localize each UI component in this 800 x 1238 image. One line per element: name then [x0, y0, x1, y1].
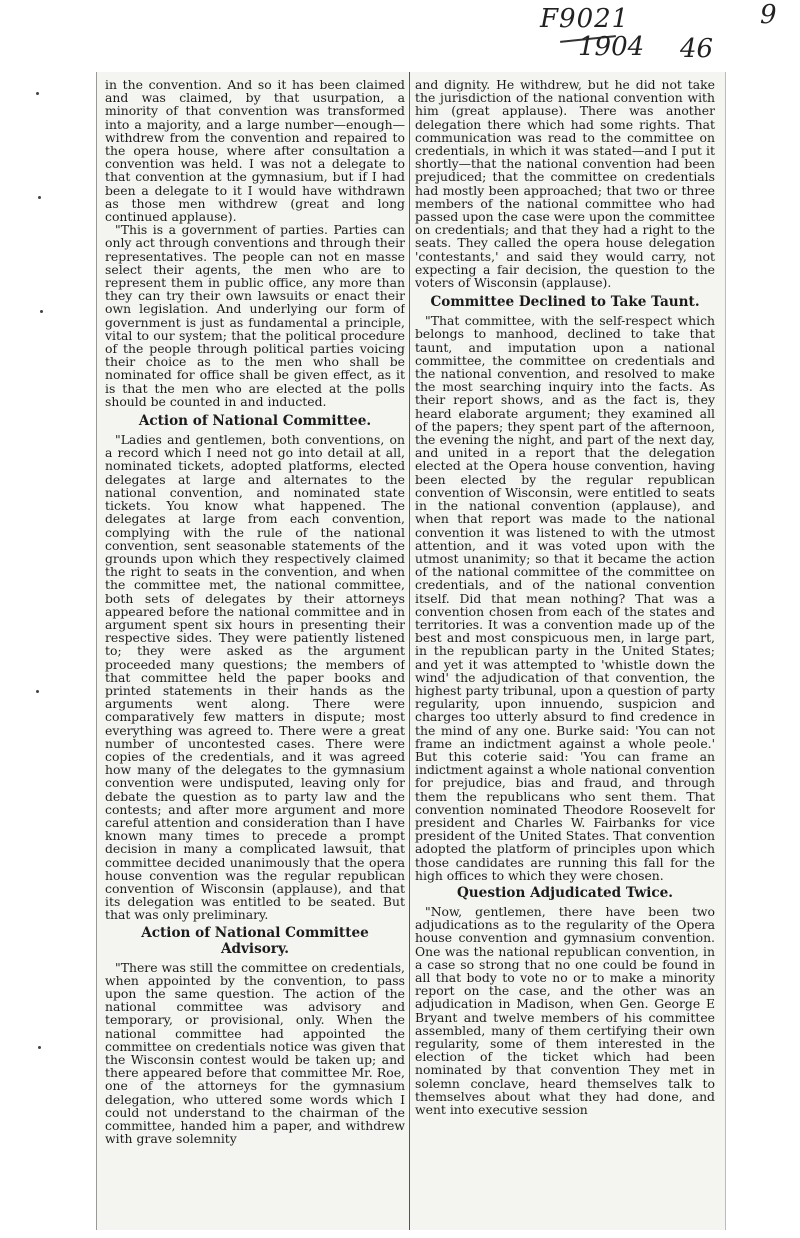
margin-speck [36, 92, 39, 95]
margin-speck [36, 690, 39, 693]
column-divider [409, 72, 410, 1230]
margin-speck [40, 310, 43, 313]
article-paragraph: and dignity. He withdrew, but he did not take the jurisdiction of the national convention with him (great applause). There was another delegation there which had some rights. That communication was read to the committee on credentials, in which it was stated—and I put it shortly—that the national convention had been prejudiced; that the committee on credentials had mostly been approached; that two or three members of the national committee who had passed upon the case were upon the committee on credentials; and that they had a right to the seats. They called the opera house delegation 'contestants,' and said they would carry, not expecting a fair decision, the question to the voters of Wisconsin (applause). [415, 78, 715, 291]
section-heading: Action of National Committee. [138, 413, 372, 430]
margin-speck [38, 196, 41, 199]
article-paragraph: "There was still the committee on credentials, when appointed by the convention, to pass upon the same question. The action of the national committee was advisory and temporary, or provisional, only. When the national committee had appointed the committee on credentials notice was given that the Wisconsin contest would be taken up; and there appeared before that committee Mr. Roe, one of the attorneys for the gymnasium delegation, who uttered some words which I could not understand to the chairman of the committee, handed him a paper, and withdrew with grave solemnity [105, 959, 405, 1147]
page-number-annotation: 9 [760, 0, 777, 30]
catalog-annotation: F9021 [540, 4, 630, 34]
section-heading: Question Adjudicated Twice. [456, 884, 674, 901]
article-paragraph: in the convention. And so it has been claimed and was claimed, by that usurpation, a minority of that convention was transformed into a majority, and a large number—enough—withdrew from the convention and repaired to the opera house, where after consultation a convention was held. I was not a delegate to that convention at the gymnasium, but if I had been a delegate to it I would have withdrawn as those men withdrew (great and long continued applause). [105, 78, 405, 225]
margin-speck [38, 1046, 41, 1049]
article-paragraph: "Now, gentlemen, there have been two adjudications as to the regularity of the Opera house convention and gymnasium convention. One was the national republican convention, in a case so strong that no one could be found in all that body to vote no or to make a minority report on the case, and the other was an adjudication in Madison, when Gen. George E Bryant and twelve members of his committee assembled, many of them certifying their own regularity, some of them interested in the election of the ticket which had been nominated by that convention They met in solemn conclave, heard themselves talk to themselves about what they had done, and went into executive session [415, 903, 715, 1118]
article-paragraph: "That committee, with the self-respect which belongs to manhood, declined to take that taunt, and imputation upon a national committee, the committee on credentials and the national convention, and resolved to make the most searching inquiry into the facts. As their report shows, and as the fact is, they heard elaborate argument; they examined all of the papers; they spent part of the afternoon, the evening the night, and part of the next day, and united in a report that the delegation elected at the Opera house convention, having been elected by the regular republican convention of Wisconsin, were entitled to seats in the national convention (applause), and when that report was made to the national convention it was listened to with the utmost attention, and it was voted upon with the utmost unanimity; so that it became the action of the national committee of the committee on credentials, and of the national convention itself. Did that mean nothing? That was a convention chosen from each of the states and territories. It was a convention made up of the best and most conspicuous men, in large part, in the republican party in the United States; and yet it was attempted to 'whistle down the wind' the adjudication of that convention, the highest party tribunal, upon a question of party regularity, upon innuendo, suspicion and charges too utterly absurd to find credence in the mind of any one. Burke said: 'You can not frame an indictment against a whole peole.' But this coterie said: 'You can frame an indictment against a whole national convention for prejudice, bias and fraud, and through them the republicans who sent them. That convention nominated Theodore Roosevelt for president and Charles W. Fairbanks for vice president of the United States. That convention adopted the platform of principles upon which those candidates are running this fall for the high offices to which they were chosen. [415, 313, 715, 883]
article-paragraph: "Ladies and gentlemen, both conventions, on a record which I need not go into detail at all, nominated tickets, adopted platforms, elected delegates at large and alternates to the national convention, and nominated state tickets. You know what happened. The delegates at large from each convention, complying with the rule of the national convention, sent seasonable statements of the grounds upon which they respectively claimed the right to seats in the convention, and when the committee met, the national committee, both sets of delegates by their attorneys appeared before the national committee and in argument spent six hours in presenting their respective sides. They were patiently listened to; they were asked as the argument proceeded many questions; the members of that committee held the paper books and printed statements in their hands as the arguments went along. There were comparatively few matters in dispute; most everything was agreed to. There were a great number of uncontested cases. There were copies of the credentials, and it was agreed how many of the delegates to the gymnasium convention were undisputed, leaving only for debate the question as to party law and the contests; and after more argument and more careful attention and consideration than I have known many times to precede a prompt decision in many a complicated lawsuit, that committee decided unanimously that the opera house convention was the regular republican convention of Wisconsin (applause), and that its delegation was entitled to be seated. But that was only preliminary. [105, 432, 405, 923]
section-heading: Action of National Committee Advisory. [141, 924, 369, 957]
year-annotation: 1904 [578, 32, 645, 62]
newspaper-clipping [96, 72, 726, 1230]
number-annotation: 46 [680, 34, 714, 64]
section-heading: Committee Declined to Take Taunt. [430, 294, 700, 311]
article-paragraph: "This is a government of parties. Parties can only act through conventions and through their representatives. The people can not en masse select their agents, the men who are to represent them in public office, any more than they can try their own lawsuits or enact their own legislation. And underlying our form of government is just as fundamental a principle, vital to our system; that the political procedure of the people through political parties voicing their choice as to the men who shall be nominated for office shall be given effect, as it is that the men who are elected at the polls should be counted in and inducted. [105, 222, 405, 409]
right-column [415, 78, 715, 1226]
left-column [105, 78, 405, 1226]
